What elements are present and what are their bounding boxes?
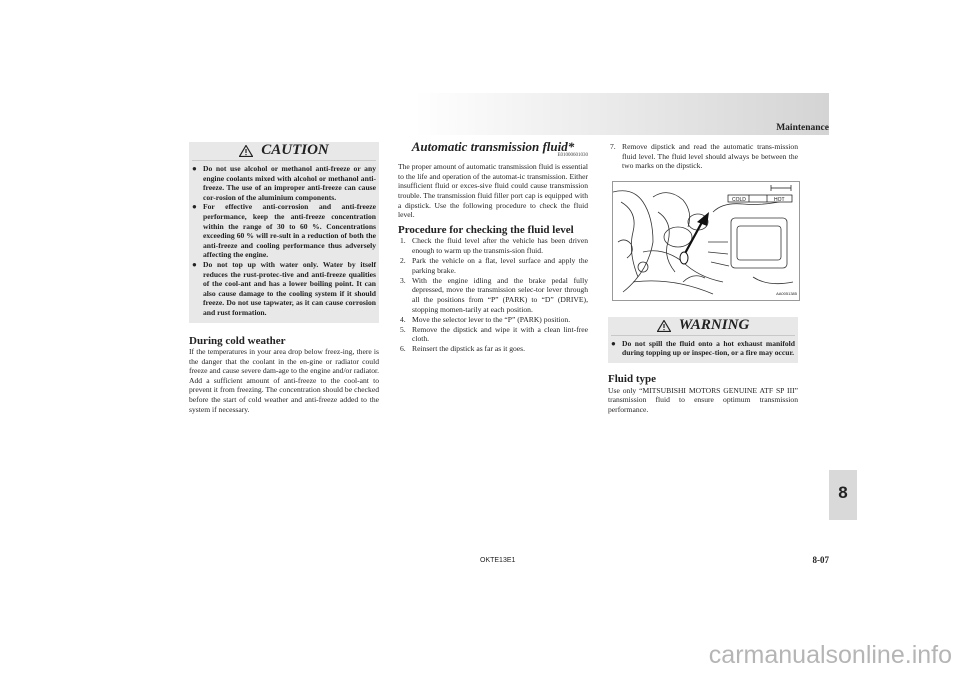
header-band <box>415 93 829 135</box>
footer-code: OKTE13E1 <box>480 557 516 564</box>
list-item: 3. With the engine idling and the brake pedal fully depressed, move the transmission selec-tor lever through all the positions from “P” (PARK) to “D” (DRIVE), stopping momen-tarily at each position. <box>400 275 588 314</box>
procedure-heading: Procedure for checking the fluid level <box>398 223 574 236</box>
section-title: Maintenance <box>776 123 829 133</box>
warning-triangle-icon <box>657 320 671 332</box>
dipstick-label-cold: COLD <box>732 196 746 203</box>
bullet-icon: ● <box>192 202 197 212</box>
list-item: 7. Remove dipstick and read the automatic trans-mission fluid level. The fluid level should always be between the two marks on the dipstick. <box>610 142 798 171</box>
list-item: 4. Move the selector lever to the “P” (PARK) position. <box>400 314 571 324</box>
atf-title: Automatic transmission fluid* <box>411 139 575 154</box>
page-number: 8-07 <box>812 555 829 565</box>
list-item: 5. Remove the dipstick and wipe it with a clean lint-free cloth. <box>400 324 588 344</box>
cold-weather-body: If the temperatures in your area drop below freez-ing, there is the danger that the coolant in the en-gine or radiator could freeze and cause severe dam-age to the engine and/or radiator. Add a sufficient amount of anti-freeze to the cool-ant to prevent it from freezing. The concentration should be checked before the start of cold weather and anti-freeze added to the system if necessary. <box>189 347 379 414</box>
list-item: ● Do not top up with water only. Water by itself reduces the rust-protec-tive and anti-freeze qualities of the cool-ant and has a lower boiling point. It can also cause damage to the cooling system if it should freeze. Do not use tapwater, as it can cause corrosion and rust formation. <box>192 259 376 317</box>
procedure-steps <box>398 236 588 354</box>
column-left <box>189 142 379 414</box>
list-item: 6. Reinsert the dipstick as far as it goes. <box>400 344 526 354</box>
chapter-tab <box>829 470 857 520</box>
column-right <box>608 142 798 414</box>
caution-box <box>189 142 379 323</box>
warning-title: WARNING <box>678 316 750 333</box>
bullet-icon: ● <box>192 259 197 269</box>
bullet-icon: ● <box>192 164 197 173</box>
warning-header <box>611 316 795 336</box>
dipstick-label-hot: HOT <box>774 196 785 203</box>
fluid-type-heading: Fluid type <box>608 372 656 385</box>
caution-header <box>192 144 376 161</box>
procedure-steps-continued <box>608 142 798 171</box>
list-item: 1. Check the fluid level after the vehicle has been driven enough to warm up the transmis-sion fluid. <box>400 236 588 255</box>
engine-bay-drawing <box>613 182 799 300</box>
warning-list <box>611 339 795 358</box>
warning-box <box>608 317 798 363</box>
column-middle <box>398 139 588 354</box>
cold-weather-heading: During cold weather <box>189 334 286 347</box>
watermark: carmanualsonline.info <box>708 641 952 669</box>
atf-code: E01000601030 <box>557 152 588 158</box>
warning-triangle-icon <box>239 145 253 157</box>
fluid-type-body: Use only “MITSUBISHI MOTORS GENUINE ATF SP III” transmission fluid to ensure optimum transmission performance. <box>608 385 798 414</box>
figure-code: AA0051385 <box>776 291 797 297</box>
bullet-icon: ● <box>611 338 616 348</box>
caution-title: CAUTION <box>261 142 329 159</box>
dipstick-illustration <box>612 181 800 301</box>
list-item: ● Do not spill the fluid onto a hot exhaust manifold during topping up or inspec-tion, or a fire may occur. <box>611 338 795 358</box>
caution-list <box>192 164 376 318</box>
list-item: 2. Park the vehicle on a flat, level surface and apply the parking brake. <box>400 256 588 275</box>
list-item: ● For effective anti-corrosion and anti-freeze performance, keep the anti-freeze concentration within the range of 30 to 60 %. Concentrations exceeding 60 % will re-sult in a reduction of both the anti-freeze and cooling performance thus adversely affecting the engine. <box>192 202 376 260</box>
chapter-number: 8 <box>838 483 848 502</box>
atf-intro: The proper amount of automatic transmission fluid is essential to the life and operation of the automat-ic transmission. Either insufficient fluid or exces-sive fluid could cause transmission trouble. The transmission fluid filler port cap is equipped with a dipstick. Use the following procedure to check the fluid level. <box>398 162 588 220</box>
list-item: ● Do not use alcohol or methanol anti-freeze or any engine coolants mixed with alcohol or methanol anti-freeze. The use of an improper anti-freeze can cause cor-rosion of the aluminium components. <box>192 164 376 202</box>
